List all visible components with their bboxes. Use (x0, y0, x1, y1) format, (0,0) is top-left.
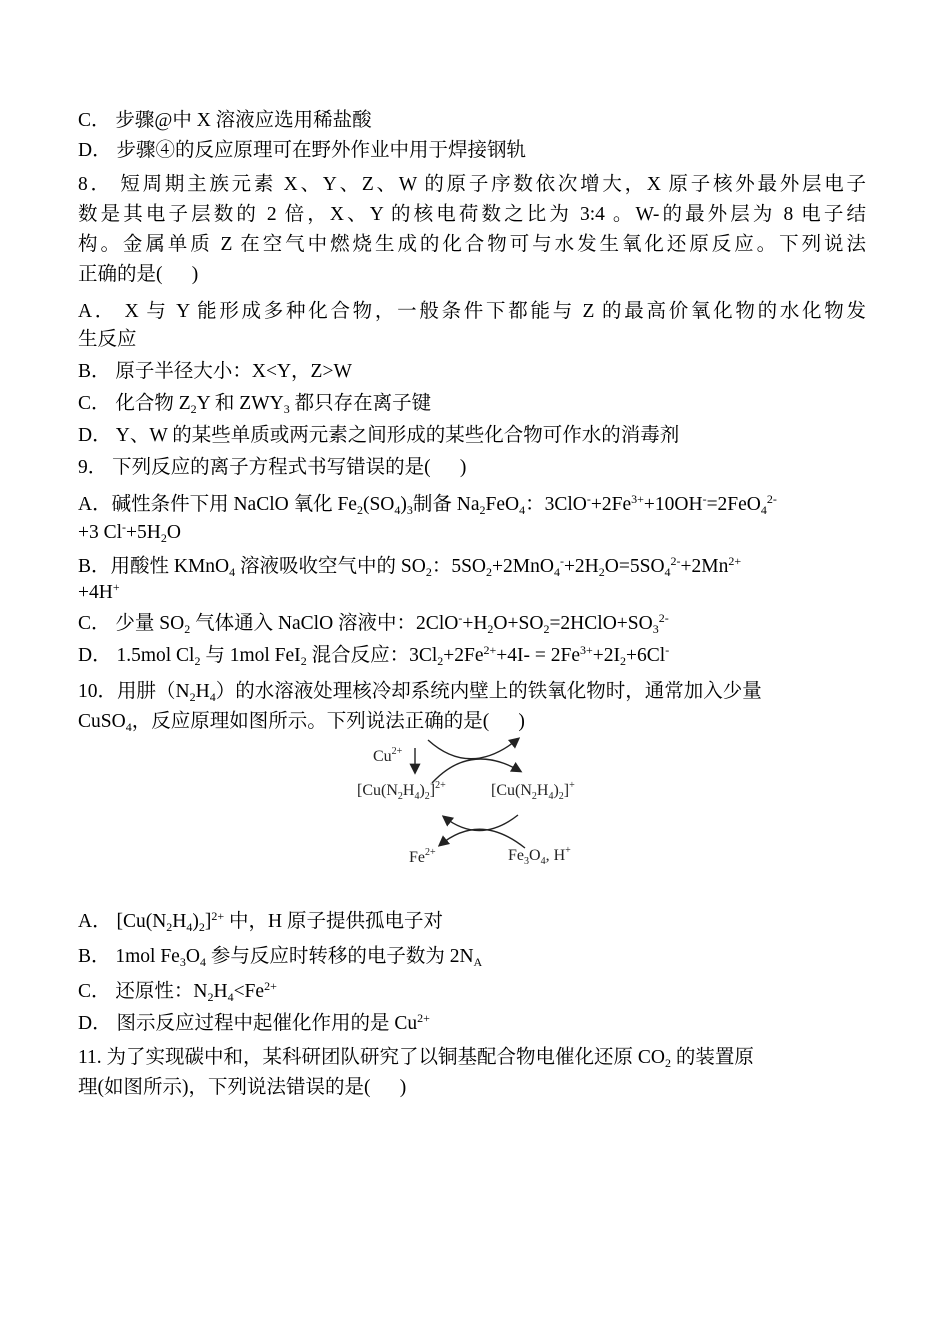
text-segment: ：5SO (431, 556, 487, 577)
text-segment: 2 (397, 791, 403, 802)
text-segment: A．碱性条件下用 NaClO 氧化 Fe (78, 494, 357, 515)
text-segment: 2+ (425, 847, 436, 858)
arrow-bottom-out (440, 829, 525, 848)
text-segment: A． X 与 Y 能形成多种化合物，一般条件下都能与 Z 的最高价氧化物的水化物发 (78, 301, 866, 322)
text-segment: ) (419, 782, 425, 799)
text-segment: 构。金属单质 Z 在空气中燃烧生成的化合物可与水发生氧化还原反应。下列说法 (78, 234, 866, 255)
text-segment: C． 还原性：N (78, 981, 208, 1002)
text-segment: - (559, 554, 564, 568)
text-segment: 2+ (483, 643, 497, 657)
text-segment: D． 1.5mol Cl (78, 645, 195, 666)
text-segment: 溶液吸收空气中的 SO (235, 556, 426, 577)
text-segment: 2 (189, 690, 196, 704)
text-segment: O=5SO (604, 556, 665, 577)
text-segment: <Fe (233, 981, 265, 1002)
text-segment: 2 (194, 654, 201, 668)
text-segment: 中，H 原子提供孤电子对 (224, 911, 444, 932)
text-segment: Fe (508, 847, 524, 864)
text-segment: Fe (409, 849, 425, 866)
text-segment: +H (462, 613, 488, 634)
text-segment: 3 (283, 402, 290, 416)
text-segment: 理(如图所示)，下列说法错误的是( ) (78, 1077, 407, 1098)
text-segment: B．用酸性 KMnO (78, 556, 230, 577)
text-segment: H (195, 681, 210, 702)
text-segment: O+SO (493, 613, 544, 634)
text-segment: 2 (620, 654, 627, 668)
label-cu-complex-+ (491, 782, 575, 800)
text-segment: + (565, 845, 571, 856)
text-segment: +4I- = 2Fe (496, 645, 581, 666)
text-segment: 3+ (631, 492, 644, 506)
text-segment: , H (545, 847, 566, 864)
text-segment: +2Mn (680, 556, 729, 577)
text-segment: 2 (558, 791, 564, 802)
text-segment: D． Y、W 的某些单质或两元素之间形成的某些化合物可作水的消毒剂 (78, 425, 680, 446)
text-segment: ) (553, 782, 559, 799)
text-segment: +2I (592, 645, 621, 666)
text-segment: +2Fe (590, 494, 632, 515)
text-segment: 制备 Na (412, 494, 480, 515)
text-segment: 4 (540, 856, 546, 867)
text-segment: FeO (485, 494, 520, 515)
text-segment: A (473, 955, 483, 969)
text-segment: 4 (414, 791, 420, 802)
text-segment: ）的水溶液处理核冷却系统内壁上的铁氧化物时，通常加入少量 (215, 681, 762, 702)
text-segment: C． 少量 SO (78, 613, 185, 634)
arrow-top-out (428, 739, 518, 759)
text-segment: 4 (553, 565, 560, 579)
text-segment: +4H (78, 582, 113, 603)
text-segment: 4 (229, 565, 236, 579)
text-segment: 2 (479, 503, 486, 517)
text-segment: 2 (207, 990, 214, 1004)
text-segment: +5H (126, 522, 161, 543)
text-segment: 2 (531, 791, 537, 802)
text-segment: 参与反应时转移的电子数为 2N (205, 946, 474, 967)
text-segment: 4 (227, 990, 234, 1004)
text-segment: 9． 下列反应的离子方程式书写错误的是( ) (78, 457, 467, 478)
text-segment: Y 和 ZWY (196, 393, 284, 414)
text-segment: 4 (664, 565, 671, 579)
text-segment: +2Fe (443, 645, 484, 666)
text-segment: 2 (190, 402, 197, 416)
text-segment: H (213, 981, 228, 1002)
text-segment: 2+ (391, 746, 403, 757)
text-segment: O (166, 522, 181, 543)
text-segment: ] (204, 911, 212, 932)
text-segment: 2- (670, 554, 681, 568)
text-segment: 生反应 (78, 329, 137, 350)
text-segment: D． 图示反应过程中起催化作用的是 Cu (78, 1013, 418, 1034)
text-segment: 2+ (211, 909, 225, 923)
text-segment: 8． 短周期主族元素 X、Y、Z、W 的原子序数依次增大，X 原子核外最外层电子 (78, 174, 866, 195)
text-segment: (SO (362, 494, 395, 515)
text-segment: B． 1mol Fe (78, 946, 180, 967)
text-segment: 11. 为了实现碳中和，某科研团队研究了以铜基配合物电催化还原 CO (78, 1047, 665, 1068)
text-segment: 2 (543, 622, 550, 636)
text-segment: - (122, 520, 127, 534)
text-segment: O (529, 847, 541, 864)
text-segment: CuSO (78, 711, 126, 732)
text-segment: 4 (125, 720, 132, 734)
text-segment: H (536, 782, 549, 799)
text-segment: [Cu(N (491, 782, 532, 799)
text-segment: 3 (406, 503, 413, 517)
text-segment: D． 步骤④的反应原理可在野外作业中用于焊接钢轨 (78, 140, 526, 161)
text-segment: +3 Cl (78, 522, 123, 543)
text-segment: 4 (760, 503, 767, 517)
text-segment: 正确的是( ) (78, 264, 199, 285)
text-segment: 2 (166, 920, 173, 934)
text-segment: 气体通入 NaClO 溶液中：2ClO (190, 613, 459, 634)
text-segment: 3 (524, 856, 529, 867)
text-segment: 与 1mol FeI (200, 645, 301, 666)
text-segment: 2 (598, 565, 605, 579)
text-segment: 3 (179, 955, 186, 969)
text-segment: H (402, 782, 415, 799)
text-segment: Cu (373, 748, 392, 765)
text-segment: 2 (487, 622, 494, 636)
text-segment: =2HClO+SO (549, 613, 653, 634)
text-segment: 2 (300, 654, 307, 668)
text-segment: 4 (199, 955, 206, 969)
text-segment: +2MnO (492, 556, 554, 577)
text-segment: [Cu(N (357, 782, 398, 799)
text-segment: 10．用肼（N (78, 681, 190, 702)
text-segment: +10OH (643, 494, 703, 515)
text-segment: 2+ (435, 780, 446, 791)
text-segment: 2+ (417, 1011, 430, 1025)
text-segment: 混合反应：3Cl (306, 645, 438, 666)
text-segment: +6Cl (626, 645, 666, 666)
text-segment: O (185, 946, 200, 967)
text-segment: 2- (766, 492, 777, 506)
text-segment: +2H (563, 556, 599, 577)
text-segment: 2 (184, 622, 191, 636)
text-segment: 2 (198, 920, 205, 934)
text-segment: 3+ (580, 643, 593, 657)
text-segment: 2+ (728, 554, 742, 568)
text-segment: 4 (519, 503, 526, 517)
text-segment: 都只存在离子键 (289, 393, 432, 414)
label-cu2+ (373, 748, 402, 766)
text-segment: B． 原子半径大小：X<Y，Z>W (78, 361, 352, 382)
text-segment: - (586, 492, 591, 506)
text-segment: 2 (424, 791, 430, 802)
text-segment: + (112, 580, 120, 594)
text-segment: 2 (486, 565, 493, 579)
text-segment: 4 (394, 503, 401, 517)
text-segment: 4 (186, 920, 193, 934)
text-segment: 2+ (264, 979, 277, 993)
text-segment: + (569, 780, 575, 791)
text-segment: 2 (356, 503, 363, 517)
arrow-bottom-return (444, 815, 518, 831)
text-segment: ：3ClO (525, 494, 587, 515)
text-segment: 数是其电子层数的 2 倍，X、Y 的核电荷数之比为 3:4 。W-的最外层为 8 电子结 (78, 204, 866, 225)
text-segment: 的装置原 (671, 1047, 754, 1068)
text-segment: - (665, 643, 670, 657)
text-segment: ) (192, 911, 199, 932)
text-segment: ] (563, 782, 570, 799)
text-segment: ) (400, 494, 407, 515)
text-segment: ，反应原理如图所示。下列说法正确的是( ) (131, 711, 525, 732)
text-segment: 2- (658, 611, 669, 625)
text-segment: A． [Cu(N (78, 911, 167, 932)
text-segment: C． 化合物 Z (78, 393, 191, 414)
text-segment: - (702, 492, 707, 506)
label-fe3o4-h+ (508, 847, 571, 865)
text-segment: 2 (160, 531, 167, 545)
text-segment: H (172, 911, 187, 932)
text-segment: - (458, 611, 463, 625)
text-segment: =2FeO (706, 494, 761, 515)
text-segment: 2 (437, 654, 444, 668)
text-segment: 2 (665, 1056, 671, 1070)
text-segment: 4 (548, 791, 554, 802)
text-segment: ] (429, 782, 436, 799)
text-segment: C． 步骤@中 X 溶液应选用稀盐酸 (78, 110, 372, 131)
text-segment: 2 (425, 565, 432, 579)
label-fe2+ (409, 849, 436, 867)
text-segment: 4 (209, 690, 216, 704)
label-cu-complex-2+ (357, 782, 446, 800)
text-segment: 3 (652, 622, 659, 636)
